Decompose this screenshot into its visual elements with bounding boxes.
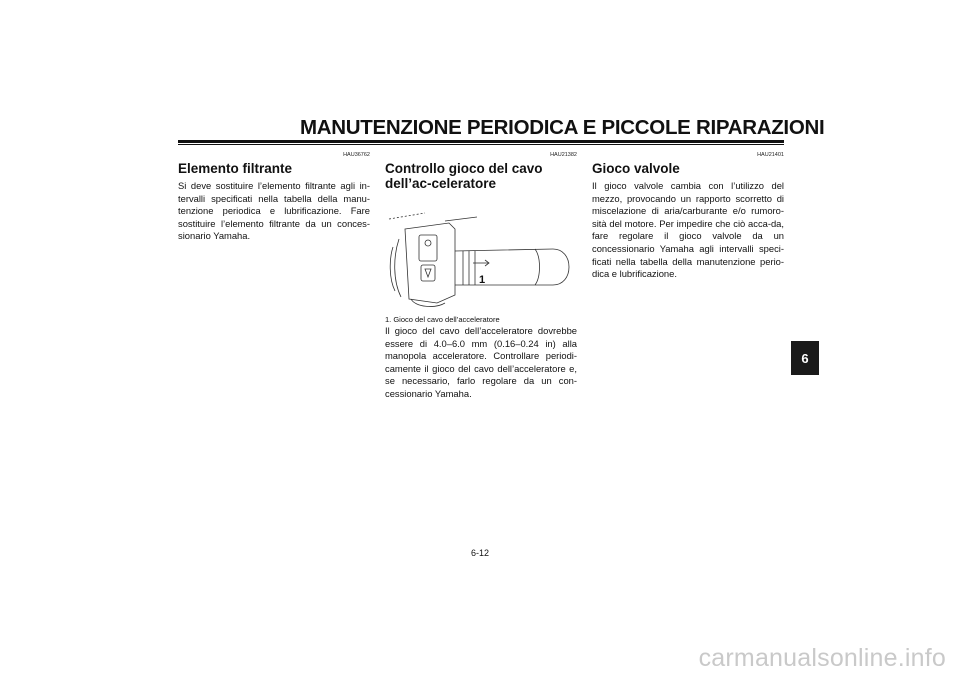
throttle-grip-illustration: [385, 199, 577, 311]
section-code: HAU21401: [757, 152, 784, 158]
section-heading: Controllo gioco del cavo dell’ac-celeratore: [385, 161, 543, 191]
figure-callout-1: 1: [479, 274, 486, 286]
section-code: HAU36762: [343, 152, 370, 158]
page-number: 6-12: [470, 548, 489, 558]
section-throttle-cable: [385, 152, 577, 401]
figure-caption: 1. Gioco del cavo dell’acceleratore: [385, 315, 500, 324]
watermark: carmanualsonline.info: [698, 644, 946, 672]
page-title: MANUTENZIONE PERIODICA E PICCOLE RIPARAZIONI: [300, 116, 825, 139]
section-body: Il gioco del cavo dell’acceleratore dovrebbe essere di 4.0–6.0 mm (0.16–0.24 in) alla manopola acceleratore. Controllare periodi-camente il gioco del cavo dell’acceleratore e, se necessario, farlo regolare da un con-cessionario Yamaha.: [385, 325, 577, 399]
section-heading: Gioco valvole: [592, 161, 680, 176]
header-rule: [178, 140, 784, 143]
chapter-tab: 6: [791, 341, 819, 375]
section-body: Si deve sostituire l’elemento filtrante agli in-tervalli specificati nella tabella della manu-tenzione periodica e lubrificazione. Fare sostituire l’elemento filtrante da un conces-sionario Yamaha.: [178, 180, 370, 242]
section-body: Il gioco valvole cambia con l’utilizzo del mezzo, provocando un rapporto scorretto di miscelazione di aria/carburante e/o rumoro-sità del motore. Per impedire che ciò acca-da, fare regolare il gioco valvole da un concessionario Yamaha agli intervalli speci-ficati nella tabella della manutenzione perio-dica e lubrificazione.: [592, 180, 784, 280]
section-heading: Elemento filtrante: [178, 161, 293, 176]
section-air-filter: [178, 152, 370, 243]
section-code: HAU21382: [550, 152, 577, 158]
section-valve-clearance: [592, 152, 784, 281]
header-rule-thin: [178, 144, 784, 145]
